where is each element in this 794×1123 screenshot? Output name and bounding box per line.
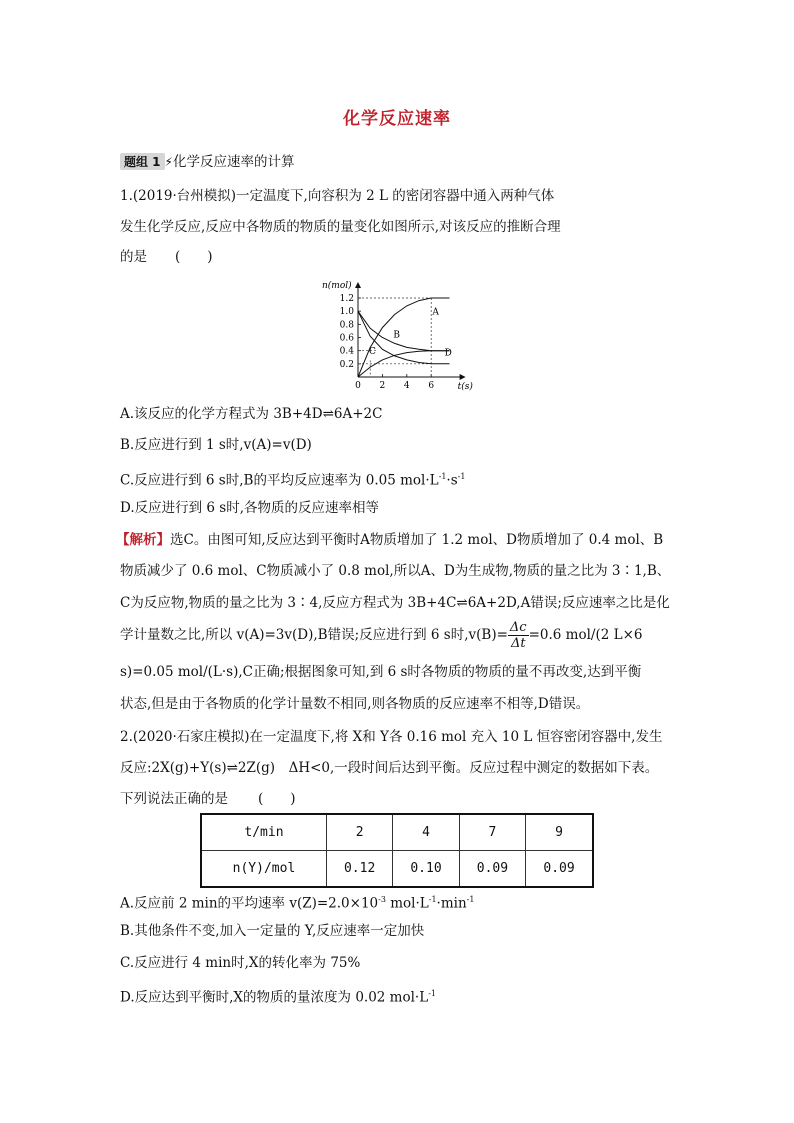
table-cell: 2 [326, 814, 392, 851]
delta-fraction: $\frac{\Delta c}{\Delta t}$ [509, 620, 527, 651]
y-tick-label: 1.0 [339, 307, 354, 318]
q1-stem-line-3: 的是 ( ) [120, 249, 213, 265]
q2-option-b: B.其他条件不变,加入一定量的 Y,反应速率一定加快 [120, 923, 425, 939]
table-cell: t/min [201, 814, 326, 851]
y-axis-arrow [355, 282, 361, 288]
table-cell: 7 [459, 814, 525, 851]
table-cell: 0.12 [326, 851, 392, 888]
x-tick-label: 4 [403, 381, 410, 391]
q1-option-c: C.反应进行到 6 s时,B的平均反应速率为 0.05 $mol\cdot L^{-1}\cdot s^{-1}$ [120, 472, 466, 489]
series-label-b: B [393, 330, 401, 341]
table-row [201, 851, 593, 888]
table-cell: 0.09 [459, 851, 525, 888]
series-label-d: D [444, 348, 452, 359]
y-tick-label: 0.4 [339, 346, 354, 357]
table-cell: 0.09 [526, 851, 593, 888]
section-header [120, 150, 294, 170]
x-axis-label: t(s) [457, 382, 473, 391]
table-cell: 4 [393, 814, 459, 851]
y-tick-label: 0.6 [339, 333, 354, 344]
q2-line-3: 下列说法正确的是 ( ) [120, 791, 296, 807]
q1-chart [320, 276, 480, 391]
series-label-c: C [368, 346, 376, 357]
group-badge: 题组 1 [120, 153, 165, 170]
x-axis-arrow [460, 374, 466, 380]
q2-data-table [200, 813, 594, 888]
table-header-row [201, 814, 593, 851]
analysis-line-1: 【解析】选C。由图可知,反应达到平衡时A物质增加了 1.2 mol、D物质增加了 0.4 mol、B [116, 532, 664, 548]
lightning-icon: ⚡ [164, 155, 173, 169]
series-label-a: A [432, 307, 439, 318]
analysis-line-3: C为反应物,物质的量之比为 3∶4,反应方程式为 3B+4C⇌6A+2D,A错误;反应速率之比是化 [120, 595, 670, 611]
table-cell: 9 [526, 814, 593, 851]
analysis-line-6: 状态,但是由于各物质的化学计量数不相同,则各物质的反应速率不相等,D错误。 [120, 696, 590, 712]
page-title: 化学反应速率 [343, 109, 451, 129]
analysis-label: 【解析】 [116, 532, 170, 548]
x-tick-label: 0 [355, 381, 361, 391]
y-axis-label: n(mol) [322, 281, 352, 291]
y-tick-label: 1.2 [339, 294, 354, 304]
q1-stem-line-1: 1.(2019·台州模拟)一定温度下,向容积为 2 L 的密闭容器中通入两种气体 [120, 188, 555, 204]
y-tick-label: 0.8 [339, 320, 354, 331]
q1-option-a: A.该反应的化学方程式为 3B+4D⇌6A+2C [120, 406, 383, 422]
x-tick-label: 6 [428, 381, 435, 391]
q2-option-c: C.反应进行 4 min时,X的转化率为 75% [120, 955, 361, 971]
q2-option-a: A.反应前 2 min的平均速率 $v(Z)=2.0\times 10^{-3}$ $mol\cdot L^{-1}\cdot\min^{-1}$ [120, 895, 475, 912]
q2-line-1: 2.(2020·石家庄模拟)在一定温度下,将 X和 Y各 0.16 mol 充入 10 L 恒容密闭容器中,发生 [120, 729, 663, 745]
q1-option-b: B.反应进行到 1 s时,v(A)=v(D) [120, 437, 312, 453]
q2-option-d: D.反应达到平衡时,X的物质的量浓度为 0.02 $mol\cdot L^{-1}$ [120, 989, 436, 1006]
analysis-line-5: s)=0.05 mol/(L·s),C正确;根据图象可知,到 6 s时各物质的物质的量不再改变,达到平衡 [120, 664, 642, 680]
section-title: 化学反应速率的计算 [172, 154, 295, 170]
table-cell: n(Y)/mol [201, 851, 326, 888]
x-tick-label: 2 [379, 381, 386, 391]
q1-stem-line-2: 发生化学反应,反应中各物质的物质的量变化如图所示,对该反应的推断合理 [120, 219, 561, 235]
table-cell: 0.10 [393, 851, 459, 888]
q2-line-2: 反应:2X(g)+Y(s)⇌2Z(g) ΔH<0,一段时间后达到平衡。反应过程中测定的数据如下表。 [120, 760, 659, 776]
y-tick-label: 0.2 [339, 359, 354, 370]
q1-option-d: D.反应进行到 6 s时,各物质的反应速率相等 [120, 500, 380, 516]
analysis-line-2: 物质减少了 0.6 mol、C物质减小了 0.8 mol,所以A、D为生成物,物质的量之比为 3∶1,B、 [120, 563, 671, 579]
analysis-line-4: 学计量数之比,所以 v(A)=3v(D),B错误;反应进行到 6 s时,v(B)= $\frac{\Delta c}{\Delta t}$ =0.6 mol/(2 L×6 [120, 620, 643, 651]
